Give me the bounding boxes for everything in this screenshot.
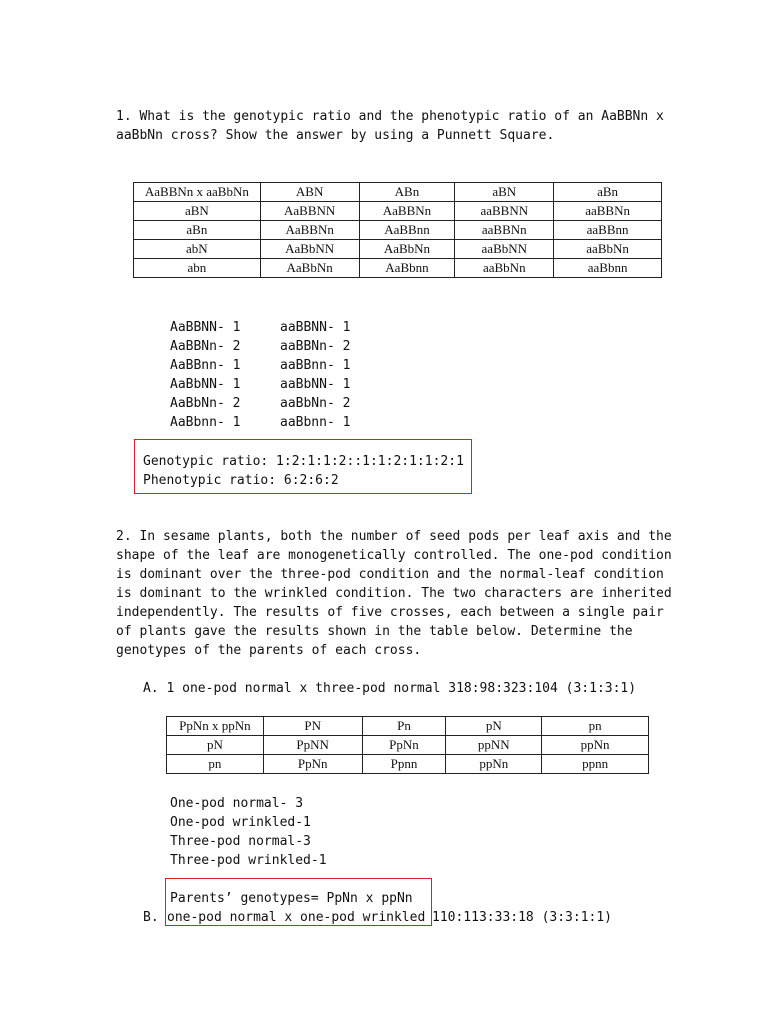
genotype-cell: aaBbnn [554,259,662,278]
list-item: AaBBNn- 2 [170,339,241,354]
list-item: AaBBnn- 1 [170,358,241,373]
punnett-header-cell: ABn [359,183,455,202]
genotype-cell: AaBBNn [260,221,359,240]
gamete-cell: pN [167,736,264,755]
list-item: aaBBNN- 1 [280,320,351,335]
genotype-cell: ppnn [542,755,649,774]
list-item: aaBbnn- 1 [280,415,351,430]
punnett-header-cell: aBN [455,183,554,202]
genotype-cell: AaBBnn [359,221,455,240]
part-a-text: A. 1 one-pod normal x three-pod normal 318:98:323:104 (3:1:3:1) [143,681,637,696]
genotype-cell: Ppnn [362,755,446,774]
punnett-header-row [134,183,662,202]
punnett-header-cell: Pn [362,717,446,736]
genotype-cell: ppNN [446,736,542,755]
table-row [134,240,662,259]
list-item: aaBBnn- 1 [280,358,351,373]
question-2-line: independently. The results of five crosses, each between a single pair [116,605,664,620]
table-row [134,221,662,240]
genotype-cell: AaBbNn [359,240,455,259]
question-2-line: is dominant over the three-pod condition and the normal-leaf condition [116,567,664,582]
genotype-cell: PpNn [263,755,362,774]
punnett-header-cell: PN [263,717,362,736]
list-item: AaBbNN- 1 [170,377,241,392]
genotype-counts-left [170,318,240,432]
list-item: One-pod normal- 3 [170,796,304,811]
table-row [167,755,649,774]
genotype-cell: AaBbNN [260,240,359,259]
list-item: aaBbNn- 2 [280,396,351,411]
gamete-cell: aBN [134,202,261,221]
list-item: aaBbNN- 1 [280,377,351,392]
genotype-cell: PpNn [362,736,446,755]
genotype-cell: AaBBNn [359,202,455,221]
question-2-text [116,527,672,660]
gamete-cell: abN [134,240,261,259]
gamete-cell: pn [167,755,264,774]
list-item: Three-pod wrinkled-1 [170,853,327,868]
genotypic-ratio: Genotypic ratio: 1:2:1:1:2::1:1:2:1:1:2:1 [143,454,464,469]
part-b-cross: one-pod normal x one-pod wrinkled [167,910,426,925]
punnett-header-cell: pn [542,717,649,736]
question-2-line: is dominant to the wrinkled condition. The two characters are inherited [116,586,672,601]
punnett-header-cell: AaBBNn x aaBbNn [134,183,261,202]
genotype-cell: aaBBNn [455,221,554,240]
genotype-cell: AaBbnn [359,259,455,278]
question-2-line: shape of the leaf are monogenetically controlled. The one-pod condition [116,548,672,563]
phenotypic-ratio: Phenotypic ratio: 6:2:6:2 [143,473,339,488]
genotype-cell: aaBBNn [554,202,662,221]
table-row [134,202,662,221]
gamete-cell: aBn [134,221,261,240]
punnett-header-cell: pN [446,717,542,736]
part-b-ratio: 110:113:33:18 (3:3:1:1) [432,910,613,925]
genotype-cell: aaBbNn [554,240,662,259]
gamete-cell: abn [134,259,261,278]
genotype-cell: aaBBnn [554,221,662,240]
list-item: Three-pod normal-3 [170,834,311,849]
list-item: AaBbnn- 1 [170,415,241,430]
part-b-label: B. [143,910,159,925]
genotype-cell: AaBbNn [260,259,359,278]
question-2-line: 2. In sesame plants, both the number of seed pods per leaf axis and the [116,529,672,544]
question-2-line: genotypes of the parents of each cross. [116,643,422,658]
genotype-cell: aaBBNN [455,202,554,221]
genotype-counts-right [280,318,350,432]
parents-genotypes: Parents’ genotypes= PpNn x ppNn [170,891,413,906]
question-1-text [116,107,664,145]
genotype-cell: aaBbNn [455,259,554,278]
punnett-square-2 [166,716,649,774]
list-item: AaBBNN- 1 [170,320,241,335]
question-2-line: of plants gave the results shown in the table below. Determine the [116,624,633,639]
question-1-line: aaBbNn cross? Show the answer by using a Punnett Square. [116,128,555,143]
genotype-cell: PpNN [263,736,362,755]
genotype-cell: ppNn [446,755,542,774]
punnett-header-row [167,717,649,736]
genotype-cell: aaBbNN [455,240,554,259]
table-row [134,259,662,278]
punnett-header-cell: ABN [260,183,359,202]
punnett-header-cell: PpNn x ppNn [167,717,264,736]
table-row [167,736,649,755]
phenotype-counts [170,794,327,870]
list-item: aaBBNn- 2 [280,339,351,354]
punnett-square-1 [133,182,662,278]
genotype-cell: ppNn [542,736,649,755]
list-item: One-pod wrinkled-1 [170,815,311,830]
list-item: AaBbNn- 2 [170,396,241,411]
punnett-header-cell: aBn [554,183,662,202]
genotype-cell: AaBBNN [260,202,359,221]
question-1-line: 1. What is the genotypic ratio and the phenotypic ratio of an AaBBNn x [116,109,664,124]
